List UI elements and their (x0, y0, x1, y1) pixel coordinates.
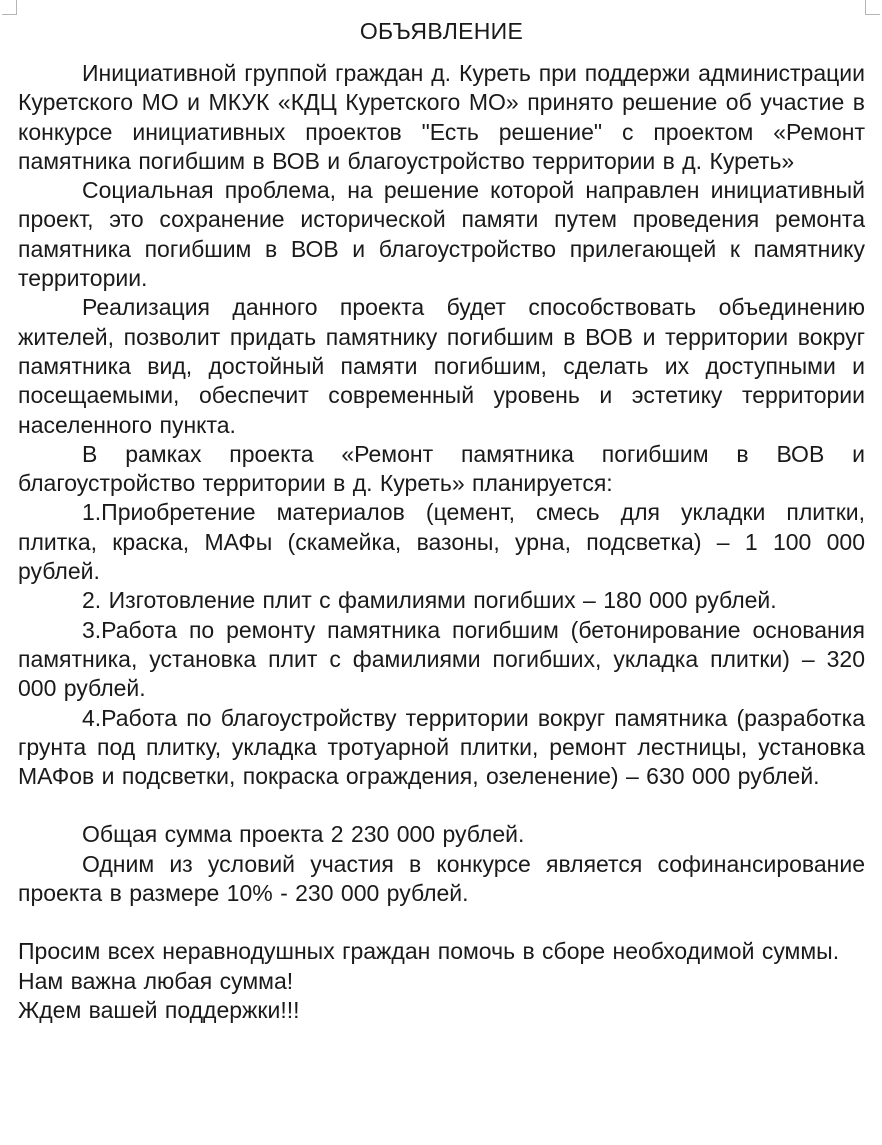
closing-line-amount: Нам важна любая сумма! (18, 967, 294, 994)
document-page (18, 13, 865, 1025)
plan-item-plates: 2. Изготовление плит с фамилиями погибших – 180 000 рублей. (82, 587, 777, 614)
paragraph-intro: Инициативной группой граждан д. Куреть при поддержи администрации Куретского МО и МКУК «КДЦ Куретского МО» принято решение об участие в конкурсе инициативных проектов "Есть решение" с проектом «Ремонт памятника погибшим в ВОВ и благоустройство территории в д. Куреть» (18, 60, 865, 174)
spacer (18, 791, 865, 820)
document-title: ОБЪЯВЛЕНИЕ (359, 18, 524, 44)
plan-item-repair: 3.Работа по ремонту памятника погибшим (бетонирование основания памятника, установка плит с фамилиями погибших, укладка плитки) – 320 000 рублей. (18, 616, 865, 702)
closing-line-support: Ждем вашей поддержки!!! (18, 996, 300, 1023)
page-corner-mark-left (2, 0, 17, 15)
paragraph-cofinancing: Одним из условий участия в конкурсе является софинансирование проекта в размере 10% - 230 000 рублей. (18, 850, 865, 907)
paragraph-total: Общая сумма проекта 2 230 000 рублей. (82, 821, 525, 848)
paragraph-benefits: Реализация данного проекта будет способствовать объединению жителей, позволит придать памятнику погибшим в ВОВ и территории вокруг памятника вид, достойный памяти погибшим, сделать их доступными и посещаемыми, обеспечит современный уровень и эстетику территории населенного пункта. (18, 294, 865, 438)
plan-item-materials: 1.Приобретение материалов (цемент, смесь для укладки плитки, плитка, краска, МАФы (скамейка, вазоны, урна, подсветка) – 1 100 000 рублей. (18, 499, 865, 585)
page-corner-mark-right (865, 0, 880, 15)
paragraph-appeal: Просим всех неравнодушных граждан помочь в сборе необходимой суммы. (18, 938, 840, 965)
spacer (18, 908, 865, 937)
paragraph-plan: В рамках проекта «Ремонт памятника погибшим в ВОВ и благоустройство территории в д. Куреть» планируется: (18, 440, 865, 497)
plan-item-landscaping: 4.Работа по благоустройству территории вокруг памятника (разработка грунта под плитку, укладка тротуарной плитки, ремонт лестницы, установка МАФов и подсветки, покраска ограждения, озеленение) – 630 000 рублей. (18, 704, 865, 790)
paragraph-problem: Социальная проблема, на решение которой направлен инициативный проект, это сохранение исторической памяти путем проведения ремонта памятника погибшим в ВОВ и благоустройство прилегающей к памятнику территории. (18, 177, 865, 292)
